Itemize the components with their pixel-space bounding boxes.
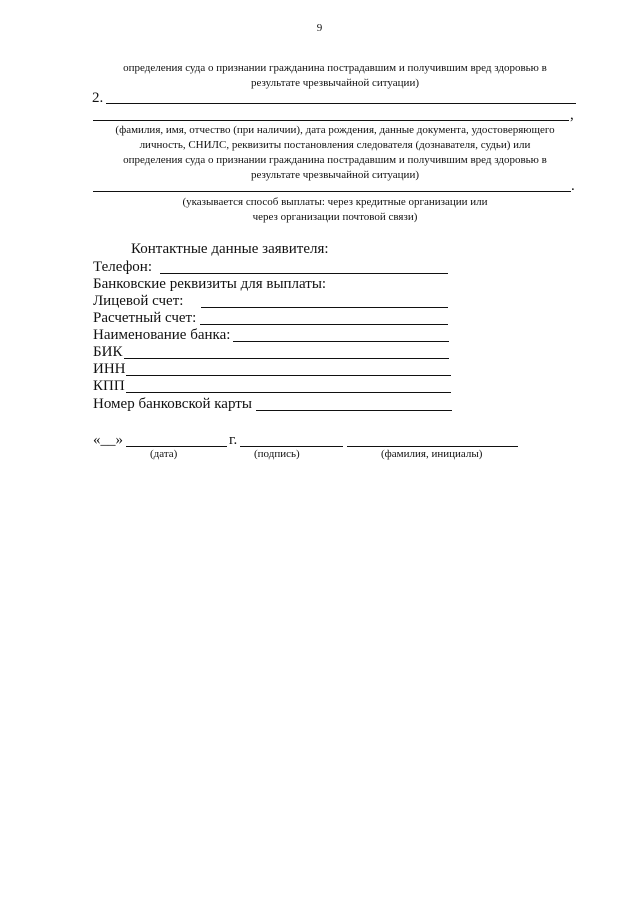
applicant-caption-line-2: личность, СНИЛС, реквизиты постановления следователя (дознавателя, судьи) или xyxy=(139,139,531,151)
settlement-account-line xyxy=(200,324,448,325)
page-number: 9 xyxy=(316,22,323,34)
personal-account-line xyxy=(201,307,448,308)
kpp-line xyxy=(126,392,451,393)
applicant-caption-line-1: (фамилия, имя, отчество (при наличии), дата рождения, данные документа, удостоверяющего xyxy=(115,124,555,136)
signature-line xyxy=(240,446,343,447)
signature-caption: (подпись) xyxy=(254,448,300,460)
bik-label: БИК xyxy=(93,344,123,360)
applicant-caption-line-4: результате чрезвычайной ситуации) xyxy=(250,169,419,181)
item-line-2 xyxy=(93,120,569,121)
period-mark: . xyxy=(571,178,575,194)
inn-label: ИНН xyxy=(93,361,126,377)
bank-name-line xyxy=(233,341,449,342)
personal-account-label: Лицевой счет: xyxy=(93,293,184,309)
card-number-label: Номер банковской карты xyxy=(93,396,252,412)
kpp-label: КПП xyxy=(93,378,125,394)
phone-line xyxy=(160,273,448,274)
name-caption: (фамилия, инициалы) xyxy=(381,448,483,460)
applicant-caption-line-3: определения суда о признании гражданина пострадавшим и получившим вред здоровью в xyxy=(123,154,547,166)
payment-caption-line-1: (указывается способ выплаты: через кредитные организации или xyxy=(182,196,488,208)
payment-line xyxy=(93,191,571,192)
contacts-heading: Контактные данные заявителя: xyxy=(131,241,329,257)
item-line-1 xyxy=(106,103,576,104)
payment-caption-line-2: через организации почтовой связи) xyxy=(252,211,418,223)
bank-details-label: Банковские реквизиты для выплаты: xyxy=(93,276,327,292)
payment-caption xyxy=(150,195,520,225)
top-caption-line-1: определения суда о признании гражданина пострадавшим и получившим вред здоровью в xyxy=(123,62,547,74)
comma-mark: , xyxy=(570,107,574,123)
date-caption: (дата) xyxy=(150,448,178,460)
date-line xyxy=(126,446,227,447)
top-caption xyxy=(95,61,575,91)
inn-line xyxy=(126,375,451,376)
bank-name-label: Наименование банка: xyxy=(93,327,231,343)
card-number-line xyxy=(256,410,452,411)
item-number: 2. xyxy=(92,90,104,106)
phone-label: Телефон: xyxy=(93,259,152,275)
year-suffix: г. xyxy=(229,432,238,448)
settlement-account-label: Расчетный счет: xyxy=(93,310,197,326)
name-line xyxy=(347,446,518,447)
applicant-caption xyxy=(90,123,580,183)
bik-line xyxy=(124,358,449,359)
top-caption-line-2: результате чрезвычайной ситуации) xyxy=(250,77,419,89)
date-open: «__» xyxy=(93,432,123,448)
